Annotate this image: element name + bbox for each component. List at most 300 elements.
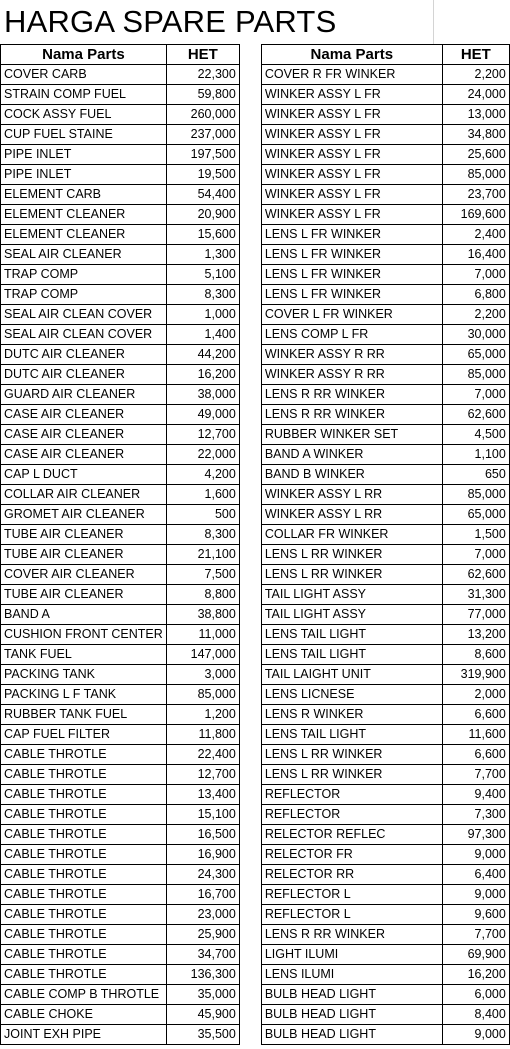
right-het-value: 2,200 (442, 65, 509, 85)
left-part-name: CUSHION FRONT CENTER (1, 625, 167, 645)
right-het-value: 8,400 (442, 1005, 509, 1025)
table-row (1, 825, 510, 845)
table-row (1, 865, 510, 885)
table-row (1, 1005, 510, 1025)
table-row (1, 305, 510, 325)
left-het-value: 4,200 (166, 465, 239, 485)
right-het-value: 69,900 (442, 945, 509, 965)
column-gap (239, 605, 261, 625)
table-row (1, 685, 510, 705)
table-row (1, 165, 510, 185)
left-het-value: 136,300 (166, 965, 239, 985)
right-het-value: 62,600 (442, 565, 509, 585)
right-het-value: 169,600 (442, 205, 509, 225)
left-part-name: CASE AIR CLEANER (1, 445, 167, 465)
left-part-name: CABLE THROTLE (1, 825, 167, 845)
left-het-value: 24,300 (166, 865, 239, 885)
left-het-value: 12,700 (166, 765, 239, 785)
left-het-value: 197,500 (166, 145, 239, 165)
right-het-value: 319,900 (442, 665, 509, 685)
left-het-value: 34,700 (166, 945, 239, 965)
table-row (1, 405, 510, 425)
left-het-value: 54,400 (166, 185, 239, 205)
right-part-name: WINKER ASSY L FR (261, 105, 442, 125)
left-het-value: 38,800 (166, 605, 239, 625)
left-part-name: CABLE THROTLE (1, 945, 167, 965)
column-gap (239, 585, 261, 605)
table-row (1, 145, 510, 165)
right-part-name: LENS ILUMI (261, 965, 442, 985)
left-part-name: DUTC AIR CLEANER (1, 365, 167, 385)
right-part-name: LIGHT ILUMI (261, 945, 442, 965)
right-part-name: LENS L RR WINKER (261, 545, 442, 565)
left-het-value: 16,900 (166, 845, 239, 865)
right-part-name: LENS L RR WINKER (261, 745, 442, 765)
right-het-value: 24,000 (442, 85, 509, 105)
right-het-value: 30,000 (442, 325, 509, 345)
spare-parts-table (0, 44, 510, 1045)
right-part-name: LENS LICNESE (261, 685, 442, 705)
right-het-value: 85,000 (442, 365, 509, 385)
table-row (1, 225, 510, 245)
left-part-name: COVER CARB (1, 65, 167, 85)
column-gap (239, 1025, 261, 1045)
right-het-value: 9,000 (442, 885, 509, 905)
table-row (1, 345, 510, 365)
column-gap (239, 105, 261, 125)
right-het-value: 25,600 (442, 145, 509, 165)
left-part-name: SEAL AIR CLEANER (1, 245, 167, 265)
left-part-name: TANK FUEL (1, 645, 167, 665)
column-gap (239, 365, 261, 385)
column-gap (239, 205, 261, 225)
right-part-name: WINKER ASSY L FR (261, 165, 442, 185)
table-row (1, 905, 510, 925)
column-gap (239, 405, 261, 425)
left-part-name: CUP FUEL STAINE (1, 125, 167, 145)
column-gap (239, 885, 261, 905)
table-row (1, 445, 510, 465)
right-het-value: 2,400 (442, 225, 509, 245)
column-gap (239, 705, 261, 725)
left-het-value: 16,700 (166, 885, 239, 905)
column-gap (239, 225, 261, 245)
column-gap (239, 1005, 261, 1025)
left-het-value: 21,100 (166, 545, 239, 565)
right-het-value: 7,700 (442, 765, 509, 785)
right-het-value: 650 (442, 465, 509, 485)
left-part-name: ELEMENT CLEANER (1, 205, 167, 225)
right-part-name: BAND B WINKER (261, 465, 442, 485)
column-gap (239, 545, 261, 565)
left-part-name: STRAIN COMP FUEL (1, 85, 167, 105)
title-row (0, 0, 510, 44)
right-het-value: 1,500 (442, 525, 509, 545)
table-row (1, 625, 510, 645)
table-row (1, 925, 510, 945)
right-het-value: 6,600 (442, 705, 509, 725)
column-gap (239, 125, 261, 145)
right-het-value: 7,000 (442, 385, 509, 405)
left-het-value: 500 (166, 505, 239, 525)
table-row (1, 1025, 510, 1045)
left-het-value: 147,000 (166, 645, 239, 665)
left-het-value: 35,500 (166, 1025, 239, 1045)
left-part-name: COCK ASSY FUEL (1, 105, 167, 125)
right-part-name: REFLECTOR L (261, 885, 442, 905)
header-left-het: HET (166, 45, 239, 65)
left-part-name: CABLE THROTLE (1, 965, 167, 985)
right-het-value: 6,000 (442, 985, 509, 1005)
column-gap (239, 85, 261, 105)
right-part-name: WINKER ASSY R RR (261, 345, 442, 365)
column-gap (239, 865, 261, 885)
column-gap (239, 745, 261, 765)
right-part-name: LENS R RR WINKER (261, 405, 442, 425)
column-gap (239, 565, 261, 585)
left-part-name: PIPE INLET (1, 145, 167, 165)
right-het-value: 4,500 (442, 425, 509, 445)
table-row (1, 645, 510, 665)
column-gap (239, 305, 261, 325)
left-part-name: CABLE THROTLE (1, 905, 167, 925)
left-part-name: TUBE AIR CLEANER (1, 545, 167, 565)
column-gap (239, 525, 261, 545)
table-row (1, 745, 510, 765)
right-part-name: LENS L FR WINKER (261, 265, 442, 285)
column-gap (239, 185, 261, 205)
column-gap (239, 505, 261, 525)
left-part-name: COLLAR AIR CLEANER (1, 485, 167, 505)
left-part-name: CASE AIR CLEANER (1, 425, 167, 445)
right-het-value: 97,300 (442, 825, 509, 845)
header-left-name: Nama Parts (1, 45, 167, 65)
left-part-name: CABLE THROTLE (1, 885, 167, 905)
right-het-value: 9,000 (442, 845, 509, 865)
right-het-value: 9,600 (442, 905, 509, 925)
right-part-name: LENS L RR WINKER (261, 565, 442, 585)
table-row (1, 85, 510, 105)
left-part-name: JOINT EXH PIPE (1, 1025, 167, 1045)
left-part-name: PACKING L F TANK (1, 685, 167, 705)
table-row (1, 665, 510, 685)
column-gap (239, 465, 261, 485)
left-part-name: CABLE THROTLE (1, 865, 167, 885)
right-het-value: 85,000 (442, 165, 509, 185)
column-gap (239, 625, 261, 645)
table-row (1, 805, 510, 825)
right-part-name: LENS TAIL LIGHT (261, 645, 442, 665)
column-gap (239, 65, 261, 85)
column-gap (239, 905, 261, 925)
table-row (1, 185, 510, 205)
table-row (1, 125, 510, 145)
right-het-value: 85,000 (442, 485, 509, 505)
column-gap (239, 145, 261, 165)
right-part-name: TAIL LIGHT ASSY (261, 605, 442, 625)
right-part-name: WINKER ASSY L FR (261, 85, 442, 105)
right-part-name: WINKER ASSY R RR (261, 365, 442, 385)
right-part-name: WINKER ASSY L RR (261, 485, 442, 505)
column-gap (239, 485, 261, 505)
right-het-value: 2,200 (442, 305, 509, 325)
right-het-value: 2,000 (442, 685, 509, 705)
left-part-name: DUTC AIR CLEANER (1, 345, 167, 365)
right-part-name: BULB HEAD LIGHT (261, 1025, 442, 1045)
column-gap (239, 665, 261, 685)
left-het-value: 22,400 (166, 745, 239, 765)
column-gap (239, 645, 261, 665)
column-gap (239, 345, 261, 365)
column-gap (239, 725, 261, 745)
table-row (1, 705, 510, 725)
left-het-value: 237,000 (166, 125, 239, 145)
column-gap (239, 445, 261, 465)
left-part-name: CABLE THROTLE (1, 805, 167, 825)
table-row (1, 525, 510, 545)
table-row (1, 505, 510, 525)
right-het-value: 6,800 (442, 285, 509, 305)
column-gap (239, 765, 261, 785)
left-part-name: PACKING TANK (1, 665, 167, 685)
right-part-name: COLLAR FR WINKER (261, 525, 442, 545)
left-het-value: 11,800 (166, 725, 239, 745)
page-title: HARGA SPARE PARTS (4, 4, 337, 39)
table-row (1, 265, 510, 285)
left-part-name: TRAP COMP (1, 265, 167, 285)
left-het-value: 23,000 (166, 905, 239, 925)
right-het-value: 7,000 (442, 545, 509, 565)
right-het-value: 65,000 (442, 505, 509, 525)
right-het-value: 16,200 (442, 965, 509, 985)
header-right-name: Nama Parts (261, 45, 442, 65)
left-part-name: ELEMENT CLEANER (1, 225, 167, 245)
table-row (1, 245, 510, 265)
left-part-name: BAND A (1, 605, 167, 625)
left-het-value: 35,000 (166, 985, 239, 1005)
table-row (1, 285, 510, 305)
right-part-name: TAIL LAIGHT UNIT (261, 665, 442, 685)
right-part-name: LENS L FR WINKER (261, 225, 442, 245)
table-row (1, 545, 510, 565)
left-het-value: 1,400 (166, 325, 239, 345)
column-gap (239, 265, 261, 285)
right-het-value: 6,600 (442, 745, 509, 765)
left-het-value: 19,500 (166, 165, 239, 185)
left-het-value: 16,200 (166, 365, 239, 385)
right-part-name: WINKER ASSY L FR (261, 205, 442, 225)
left-part-name: CABLE CHOKE (1, 1005, 167, 1025)
left-part-name: CABLE COMP B THROTLE (1, 985, 167, 1005)
right-part-name: LENS L RR WINKER (261, 765, 442, 785)
column-gap (239, 985, 261, 1005)
left-part-name: COVER AIR CLEANER (1, 565, 167, 585)
left-part-name: GROMET AIR CLEANER (1, 505, 167, 525)
left-het-value: 44,200 (166, 345, 239, 365)
left-het-value: 20,900 (166, 205, 239, 225)
cell-gridline (433, 0, 434, 44)
left-het-value: 8,800 (166, 585, 239, 605)
left-part-name: SEAL AIR CLEAN COVER (1, 305, 167, 325)
right-het-value: 13,200 (442, 625, 509, 645)
column-gap (239, 165, 261, 185)
left-part-name: CABLE THROTLE (1, 845, 167, 865)
table-row (1, 425, 510, 445)
right-het-value: 62,600 (442, 405, 509, 425)
left-het-value: 1,600 (166, 485, 239, 505)
right-part-name: LENS COMP L FR (261, 325, 442, 345)
right-part-name: BULB HEAD LIGHT (261, 985, 442, 1005)
left-het-value: 7,500 (166, 565, 239, 585)
right-part-name: LENS TAIL LIGHT (261, 625, 442, 645)
table-header-row (1, 45, 510, 65)
right-part-name: LENS R WINKER (261, 705, 442, 725)
column-gap (239, 805, 261, 825)
right-part-name: COVER L FR WINKER (261, 305, 442, 325)
left-het-value: 1,000 (166, 305, 239, 325)
column-gap (239, 425, 261, 445)
left-part-name: RUBBER TANK FUEL (1, 705, 167, 725)
right-het-value: 16,400 (442, 245, 509, 265)
left-part-name: CAP FUEL FILTER (1, 725, 167, 745)
right-het-value: 6,400 (442, 865, 509, 885)
right-part-name: LENS L FR WINKER (261, 245, 442, 265)
right-het-value: 34,800 (442, 125, 509, 145)
left-het-value: 8,300 (166, 525, 239, 545)
table-row (1, 205, 510, 225)
left-het-value: 38,000 (166, 385, 239, 405)
right-het-value: 13,000 (442, 105, 509, 125)
table-row (1, 565, 510, 585)
right-part-name: REFLECTOR (261, 805, 442, 825)
table-row (1, 65, 510, 85)
right-het-value: 7,000 (442, 265, 509, 285)
table-row (1, 965, 510, 985)
table-row (1, 885, 510, 905)
right-het-value: 8,600 (442, 645, 509, 665)
left-het-value: 25,900 (166, 925, 239, 945)
right-part-name: WINKER ASSY L RR (261, 505, 442, 525)
left-part-name: TUBE AIR CLEANER (1, 585, 167, 605)
right-part-name: WINKER ASSY L FR (261, 125, 442, 145)
left-het-value: 13,400 (166, 785, 239, 805)
table-row (1, 385, 510, 405)
table-row (1, 585, 510, 605)
right-part-name: COVER R FR WINKER (261, 65, 442, 85)
right-part-name: WINKER ASSY L FR (261, 185, 442, 205)
right-het-value: 7,300 (442, 805, 509, 825)
left-part-name: CABLE THROTLE (1, 765, 167, 785)
left-part-name: CABLE THROTLE (1, 745, 167, 765)
right-het-value: 65,000 (442, 345, 509, 365)
left-het-value: 11,000 (166, 625, 239, 645)
table-row (1, 605, 510, 625)
left-het-value: 22,300 (166, 65, 239, 85)
right-het-value: 11,600 (442, 725, 509, 745)
column-gap (239, 845, 261, 865)
table-row (1, 105, 510, 125)
left-part-name: TUBE AIR CLEANER (1, 525, 167, 545)
right-part-name: WINKER ASSY L FR (261, 145, 442, 165)
left-het-value: 49,000 (166, 405, 239, 425)
column-gap (239, 945, 261, 965)
right-part-name: TAIL LIGHT ASSY (261, 585, 442, 605)
column-gap (239, 685, 261, 705)
left-het-value: 85,000 (166, 685, 239, 705)
table-row (1, 845, 510, 865)
column-gap (239, 785, 261, 805)
left-het-value: 260,000 (166, 105, 239, 125)
left-het-value: 45,900 (166, 1005, 239, 1025)
column-gap (239, 245, 261, 265)
table-row (1, 985, 510, 1005)
right-part-name: REFLECTOR L (261, 905, 442, 925)
right-het-value: 1,100 (442, 445, 509, 465)
column-gap (239, 45, 261, 65)
table-row (1, 765, 510, 785)
left-part-name: TRAP COMP (1, 285, 167, 305)
table-row (1, 945, 510, 965)
right-het-value: 77,000 (442, 605, 509, 625)
table-body (1, 45, 510, 1045)
left-part-name: PIPE INLET (1, 165, 167, 185)
left-part-name: CAP L DUCT (1, 465, 167, 485)
right-part-name: RUBBER WINKER SET (261, 425, 442, 445)
left-part-name: CABLE THROTLE (1, 925, 167, 945)
column-gap (239, 285, 261, 305)
left-het-value: 1,200 (166, 705, 239, 725)
table-row (1, 365, 510, 385)
right-het-value: 9,000 (442, 1025, 509, 1045)
table-row (1, 485, 510, 505)
left-het-value: 22,000 (166, 445, 239, 465)
left-het-value: 8,300 (166, 285, 239, 305)
right-part-name: LENS L FR WINKER (261, 285, 442, 305)
right-part-name: BAND A WINKER (261, 445, 442, 465)
left-het-value: 59,800 (166, 85, 239, 105)
column-gap (239, 825, 261, 845)
left-part-name: CASE AIR CLEANER (1, 405, 167, 425)
right-part-name: BULB HEAD LIGHT (261, 1005, 442, 1025)
right-part-name: RELECTOR FR (261, 845, 442, 865)
right-part-name: RELECTOR RR (261, 865, 442, 885)
right-het-value: 31,300 (442, 585, 509, 605)
table-row (1, 725, 510, 745)
left-het-value: 5,100 (166, 265, 239, 285)
column-gap (239, 925, 261, 945)
header-right-het: HET (442, 45, 509, 65)
right-het-value: 9,400 (442, 785, 509, 805)
left-part-name: SEAL AIR CLEAN COVER (1, 325, 167, 345)
left-het-value: 12,700 (166, 425, 239, 445)
left-part-name: ELEMENT CARB (1, 185, 167, 205)
left-het-value: 1,300 (166, 245, 239, 265)
left-part-name: GUARD AIR CLEANER (1, 385, 167, 405)
right-het-value: 23,700 (442, 185, 509, 205)
column-gap (239, 325, 261, 345)
table-row (1, 325, 510, 345)
right-part-name: REFLECTOR (261, 785, 442, 805)
right-part-name: LENS TAIL LIGHT (261, 725, 442, 745)
table-row (1, 465, 510, 485)
left-het-value: 15,600 (166, 225, 239, 245)
left-het-value: 15,100 (166, 805, 239, 825)
table-row (1, 785, 510, 805)
column-gap (239, 385, 261, 405)
right-part-name: LENS R RR WINKER (261, 925, 442, 945)
right-het-value: 7,700 (442, 925, 509, 945)
right-part-name: RELECTOR REFLEC (261, 825, 442, 845)
